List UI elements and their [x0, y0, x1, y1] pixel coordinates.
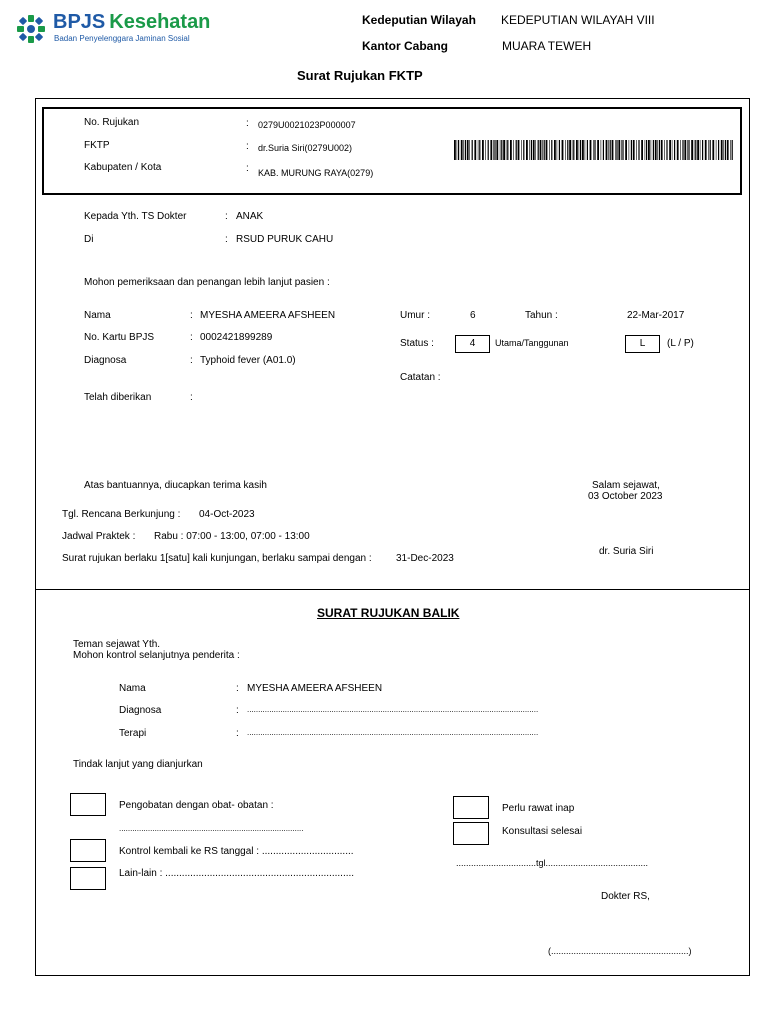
logo-bpjs-text: BPJS [53, 11, 106, 33]
balik-nama-value: MYESHA AMEERA AFSHEEN [247, 683, 383, 694]
sex-value-box [625, 335, 660, 353]
document-frame [35, 98, 750, 976]
colon: : [225, 234, 228, 245]
kantor-label: Kantor Cabang [362, 39, 449, 53]
kedeputian-value: KEDEPUTIAN WILAYAH VIII [501, 13, 655, 27]
colon: : [246, 118, 249, 129]
tgl-rencana-value: 04-Oct-2023 [199, 509, 255, 520]
umur-value: 6 [470, 310, 476, 321]
konsultasi-checkbox[interactable] [453, 822, 489, 845]
umur-label: Umur : [400, 310, 430, 321]
lain-checkbox[interactable] [70, 867, 106, 890]
colon: : [236, 728, 239, 739]
colon: : [246, 141, 249, 152]
tahun-label: Tahun : [525, 310, 558, 321]
catatan-label: Catatan : [400, 372, 441, 383]
sex-desc: (L / P) [667, 338, 694, 349]
colon: : [246, 163, 249, 174]
diagnosa-label: Diagnosa [84, 355, 127, 366]
status-value: 4 [469, 338, 476, 349]
berlaku-text: Surat rujukan berlaku 1[satu] kali kunjungan, berlaku sampai dengan : [62, 553, 372, 564]
colon: : [190, 332, 193, 343]
balik-terapi-value: ................................................................................................................................... [247, 728, 539, 737]
kontrol-checkbox[interactable] [70, 839, 106, 862]
di-label: Di [84, 234, 94, 245]
request-text: Mohon pemeriksaan dan penangan lebih lanjut pasien : [84, 277, 330, 288]
balik-diagnosa-label: Diagnosa [119, 705, 162, 716]
barcode [454, 140, 734, 160]
colon: : [190, 392, 193, 403]
berlaku-value: 31-Dec-2023 [396, 553, 454, 564]
pengobatan-checkbox[interactable] [70, 793, 106, 816]
kartu-value: 0002421899289 [200, 332, 273, 343]
rawat-inap-label: Perlu rawat inap [502, 803, 575, 814]
balik-title: SURAT RUJUKAN BALIK [317, 606, 460, 620]
balik-nama-label: Nama [119, 683, 146, 694]
kontrol-label: Kontrol kembali ke RS tanggal : ................................. [119, 846, 354, 857]
balik-diagnosa-value: ................................................................................................................................... [247, 705, 539, 714]
telah-diberikan-label: Telah diberikan [84, 392, 152, 403]
kabupaten-label: Kabupaten / Kota [84, 162, 162, 173]
fktp-label: FKTP [84, 140, 110, 151]
no-rujukan-label: No. Rujukan [84, 117, 140, 128]
dokter-rs-label: Dokter RS, [601, 891, 650, 902]
fktp-value: dr.Suria Siri(0279U002) [258, 143, 353, 153]
tgl-line: ................................tgl......................................... [456, 858, 649, 868]
colon: : [236, 683, 239, 694]
pengobatan-dots: ................................................................................... [119, 824, 304, 833]
sex-value: L [639, 338, 646, 349]
jadwal-value: Rabu : 07:00 - 13:00, 07:00 - 13:00 [154, 531, 310, 542]
colon: : [190, 355, 193, 366]
status-value-box [455, 335, 490, 353]
diagnosa-value: Typhoid fever (A01.0) [200, 355, 296, 366]
colon: : [190, 310, 193, 321]
status-label: Status : [400, 338, 434, 349]
salam-text: Salam sejawat, [592, 480, 660, 491]
pengobatan-label: Pengobatan dengan obat- obatan : [119, 800, 274, 811]
kepada-label: Kepada Yth. TS Dokter [84, 211, 187, 222]
lain-label: Lain-lain : .................................................................... [119, 868, 355, 879]
di-value: RSUD PURUK CAHU [236, 234, 334, 245]
tindak-lanjut-label: Tindak lanjut yang dianjurkan [73, 759, 203, 770]
status-desc: Utama/Tanggunan [495, 338, 569, 348]
logo-kesehatan-text: Kesehatan [109, 11, 211, 33]
kantor-value: MUARA TEWEH [502, 39, 592, 53]
doctor-name: dr. Suria Siri [599, 546, 654, 557]
no-rujukan-value: 0279U0021023P000007 [258, 120, 356, 130]
balik-request: Mohon kontrol selanjutnya penderita : [73, 650, 240, 661]
colon: : [236, 705, 239, 716]
signature-line: (.......................................................) [548, 946, 692, 956]
balik-terapi-label: Terapi [119, 728, 147, 739]
tahun-value: 22-Mar-2017 [627, 310, 685, 321]
rawat-inap-checkbox[interactable] [453, 796, 489, 819]
kepada-value: ANAK [236, 211, 264, 222]
logo-subtitle: Badan Penyelenggara Jaminan Sosial [54, 34, 190, 43]
jadwal-label: Jadwal Praktek : [62, 531, 136, 542]
kartu-label: No. Kartu BPJS [84, 332, 155, 343]
balik-greeting: Teman sejawat Yth. [73, 639, 161, 650]
section-divider [35, 589, 750, 590]
bpjs-logo-icon [16, 14, 46, 44]
nama-label: Nama [84, 310, 111, 321]
page-title: Surat Rujukan FKTP [297, 68, 423, 83]
letter-date: 03 October 2023 [588, 491, 663, 502]
colon: : [225, 211, 228, 222]
konsultasi-label: Konsultasi selesai [502, 826, 583, 837]
thanks-text: Atas bantuannya, diucapkan terima kasih [84, 480, 267, 491]
kabupaten-value: KAB. MURUNG RAYA(0279) [258, 168, 374, 178]
nama-value: MYESHA AMEERA AFSHEEN [200, 310, 336, 321]
tgl-rencana-label: Tgl. Rencana Berkunjung : [62, 509, 181, 520]
kedeputian-label: Kedeputian Wilayah [362, 13, 476, 27]
